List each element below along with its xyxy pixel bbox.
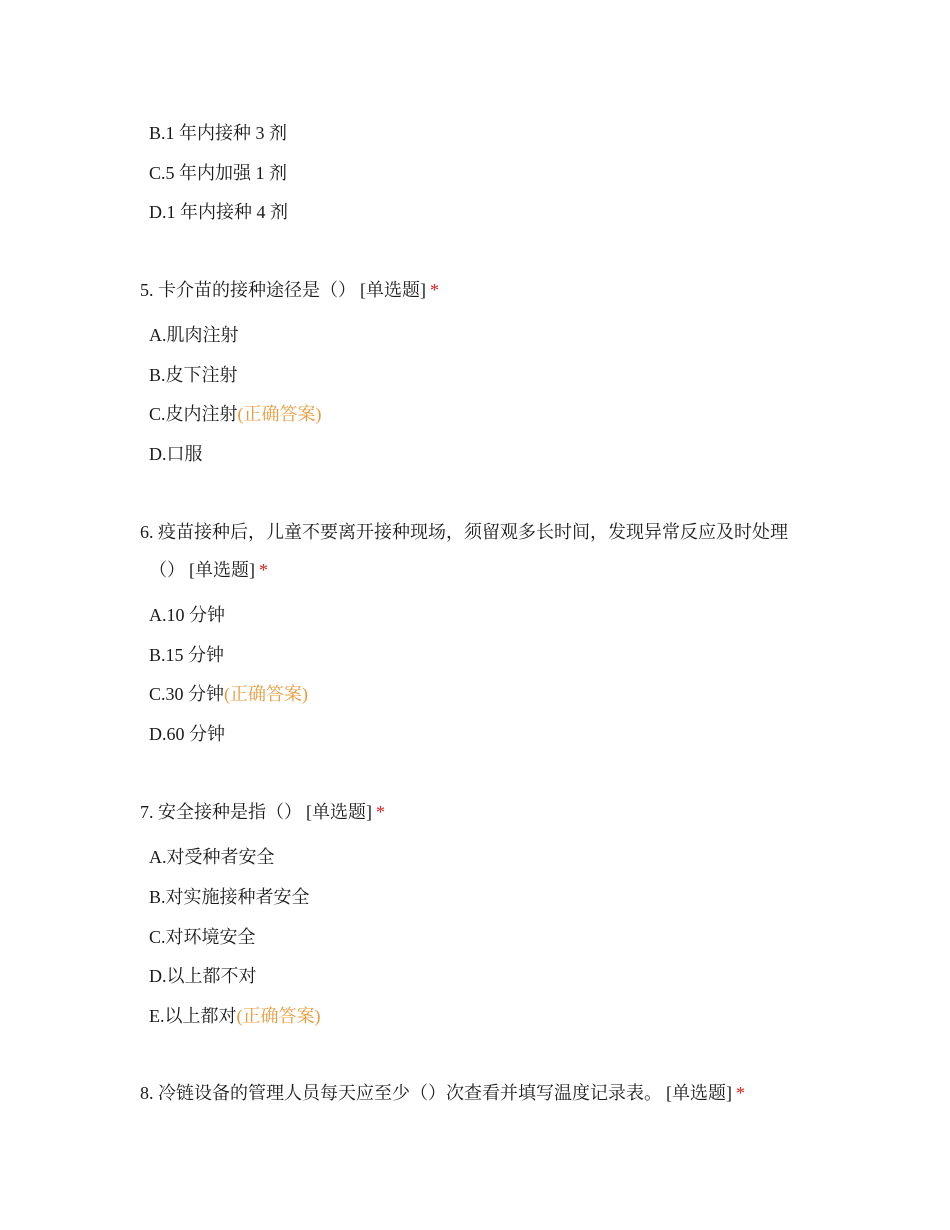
question-type: [单选题]	[360, 280, 426, 300]
option-label: A.肌肉注射	[149, 325, 239, 345]
correct-answer-tag: (正确答案)	[236, 1006, 321, 1026]
correct-answer-tag: (正确答案)	[224, 684, 309, 704]
option-label: E.以上都对	[149, 1006, 237, 1026]
q4-option-d[interactable]	[149, 200, 288, 224]
required-marker: *	[259, 560, 268, 580]
option-label: D.口服	[149, 444, 203, 464]
correct-answer-tag: (正确答案)	[237, 404, 322, 424]
q5-option-c[interactable]	[149, 402, 322, 426]
required-marker: *	[430, 280, 439, 300]
q6-option-d[interactable]	[149, 722, 225, 746]
question-text: 7. 安全接种是指（）	[140, 802, 302, 822]
option-label: C.皮内注射	[149, 404, 238, 424]
q8-title	[140, 1081, 900, 1105]
option-label: D.60 分钟	[149, 724, 225, 744]
q7-title	[140, 800, 820, 824]
option-label: D.以上都不对	[149, 966, 257, 986]
required-marker: *	[736, 1083, 745, 1103]
option-label: A.10 分钟	[149, 605, 225, 625]
question-type: [单选题]	[666, 1083, 732, 1103]
q6-title	[140, 520, 820, 582]
option-label: C.5 年内加强 1 剂	[149, 163, 288, 183]
question-text: 8. 冷链设备的管理人员每天应至少（）次查看并填写温度记录表。	[140, 1083, 662, 1103]
option-label: A.对受种者安全	[149, 847, 275, 867]
question-type: [单选题]	[189, 560, 255, 580]
q6-option-a[interactable]	[149, 603, 225, 627]
required-marker: *	[376, 802, 385, 822]
q4-option-c[interactable]	[149, 161, 287, 185]
option-label: D.1 年内接种 4 剂	[149, 202, 288, 222]
option-label: C.对环境安全	[149, 927, 256, 947]
q7-option-b[interactable]	[149, 885, 310, 909]
q7-option-d[interactable]	[149, 964, 257, 988]
q6-option-c[interactable]	[149, 682, 308, 706]
option-label: B.15 分钟	[149, 645, 225, 665]
q7-option-c[interactable]	[149, 925, 256, 949]
q5-title	[140, 278, 820, 302]
question-type: [单选题]	[306, 802, 372, 822]
q5-option-b[interactable]	[149, 363, 238, 387]
question-text-line2: （）	[149, 560, 185, 580]
q7-option-a[interactable]	[149, 845, 275, 869]
option-label: B.对实施接种者安全	[149, 887, 310, 907]
q6-option-b[interactable]	[149, 643, 224, 667]
q4-option-b[interactable]	[149, 121, 287, 145]
question-text: 5. 卡介苗的接种途径是（）	[140, 280, 356, 300]
question-text-line1: 6. 疫苗接种后，儿童不要离开接种现场，须留观多长时间，发现异常反应及时处理	[140, 522, 788, 542]
option-label: B.1 年内接种 3 剂	[149, 123, 288, 143]
q5-option-d[interactable]	[149, 442, 203, 466]
option-label: B.皮下注射	[149, 365, 238, 385]
q7-option-e[interactable]	[149, 1004, 321, 1028]
option-label: C.30 分钟	[149, 684, 225, 704]
q5-option-a[interactable]	[149, 323, 239, 347]
